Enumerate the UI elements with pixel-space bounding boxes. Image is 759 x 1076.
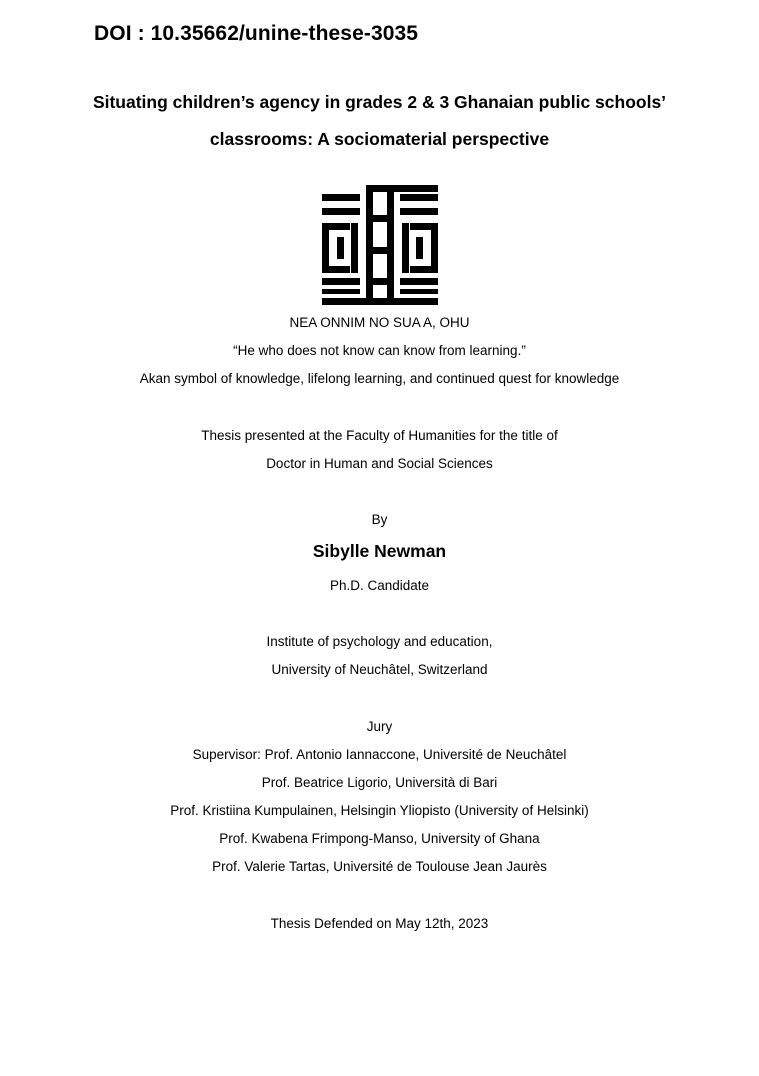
jury-member: Prof. Kwabena Frimpong-Manso, University of Ghana (219, 831, 540, 846)
thesis-title-line-1: Situating children’s agency in grades 2 & 3 Ghanaian public schools’ (92, 92, 667, 112)
by-label: By (371, 512, 388, 527)
jury-member: Prof. Beatrice Ligorio, Università di Bari (261, 775, 498, 790)
jury-member: Prof. Kristiina Kumpulainen, Helsingin Yliopisto (University of Helsinki) (170, 803, 589, 818)
jury-heading: Jury (366, 719, 393, 734)
author-name: Sibylle Newman (312, 541, 447, 561)
defense-date: Thesis Defended on May 12th, 2023 (270, 916, 489, 931)
jury-member: Prof. Valerie Tartas, Université de Toulouse Jean Jaurès (212, 859, 547, 874)
institution-line-1: Institute of psychology and education, (266, 634, 493, 649)
author-role: Ph.D. Candidate (329, 578, 430, 593)
nea-onnim-adinkra-icon (322, 185, 438, 305)
symbol-quote: “He who does not know can know from learning.” (233, 343, 526, 358)
thesis-title-line-2: classrooms: A sociomaterial perspective (209, 129, 550, 149)
institution-line-2: University of Neuchâtel, Switzerland (271, 662, 488, 677)
symbol-description: Akan symbol of knowledge, lifelong learning, and continued quest for knowledge (139, 371, 620, 386)
thesis-statement-line-1: Thesis presented at the Faculty of Humanities for the title of (201, 428, 558, 443)
jury-member: Supervisor: Prof. Antonio Iannaccone, Université de Neuchâtel (192, 747, 567, 762)
thesis-statement-line-2: Doctor in Human and Social Sciences (266, 456, 493, 471)
doi-label: DOI : 10.35662/unine-these-3035 (94, 22, 419, 45)
symbol-name: NEA ONNIM NO SUA A, OHU (289, 315, 470, 330)
